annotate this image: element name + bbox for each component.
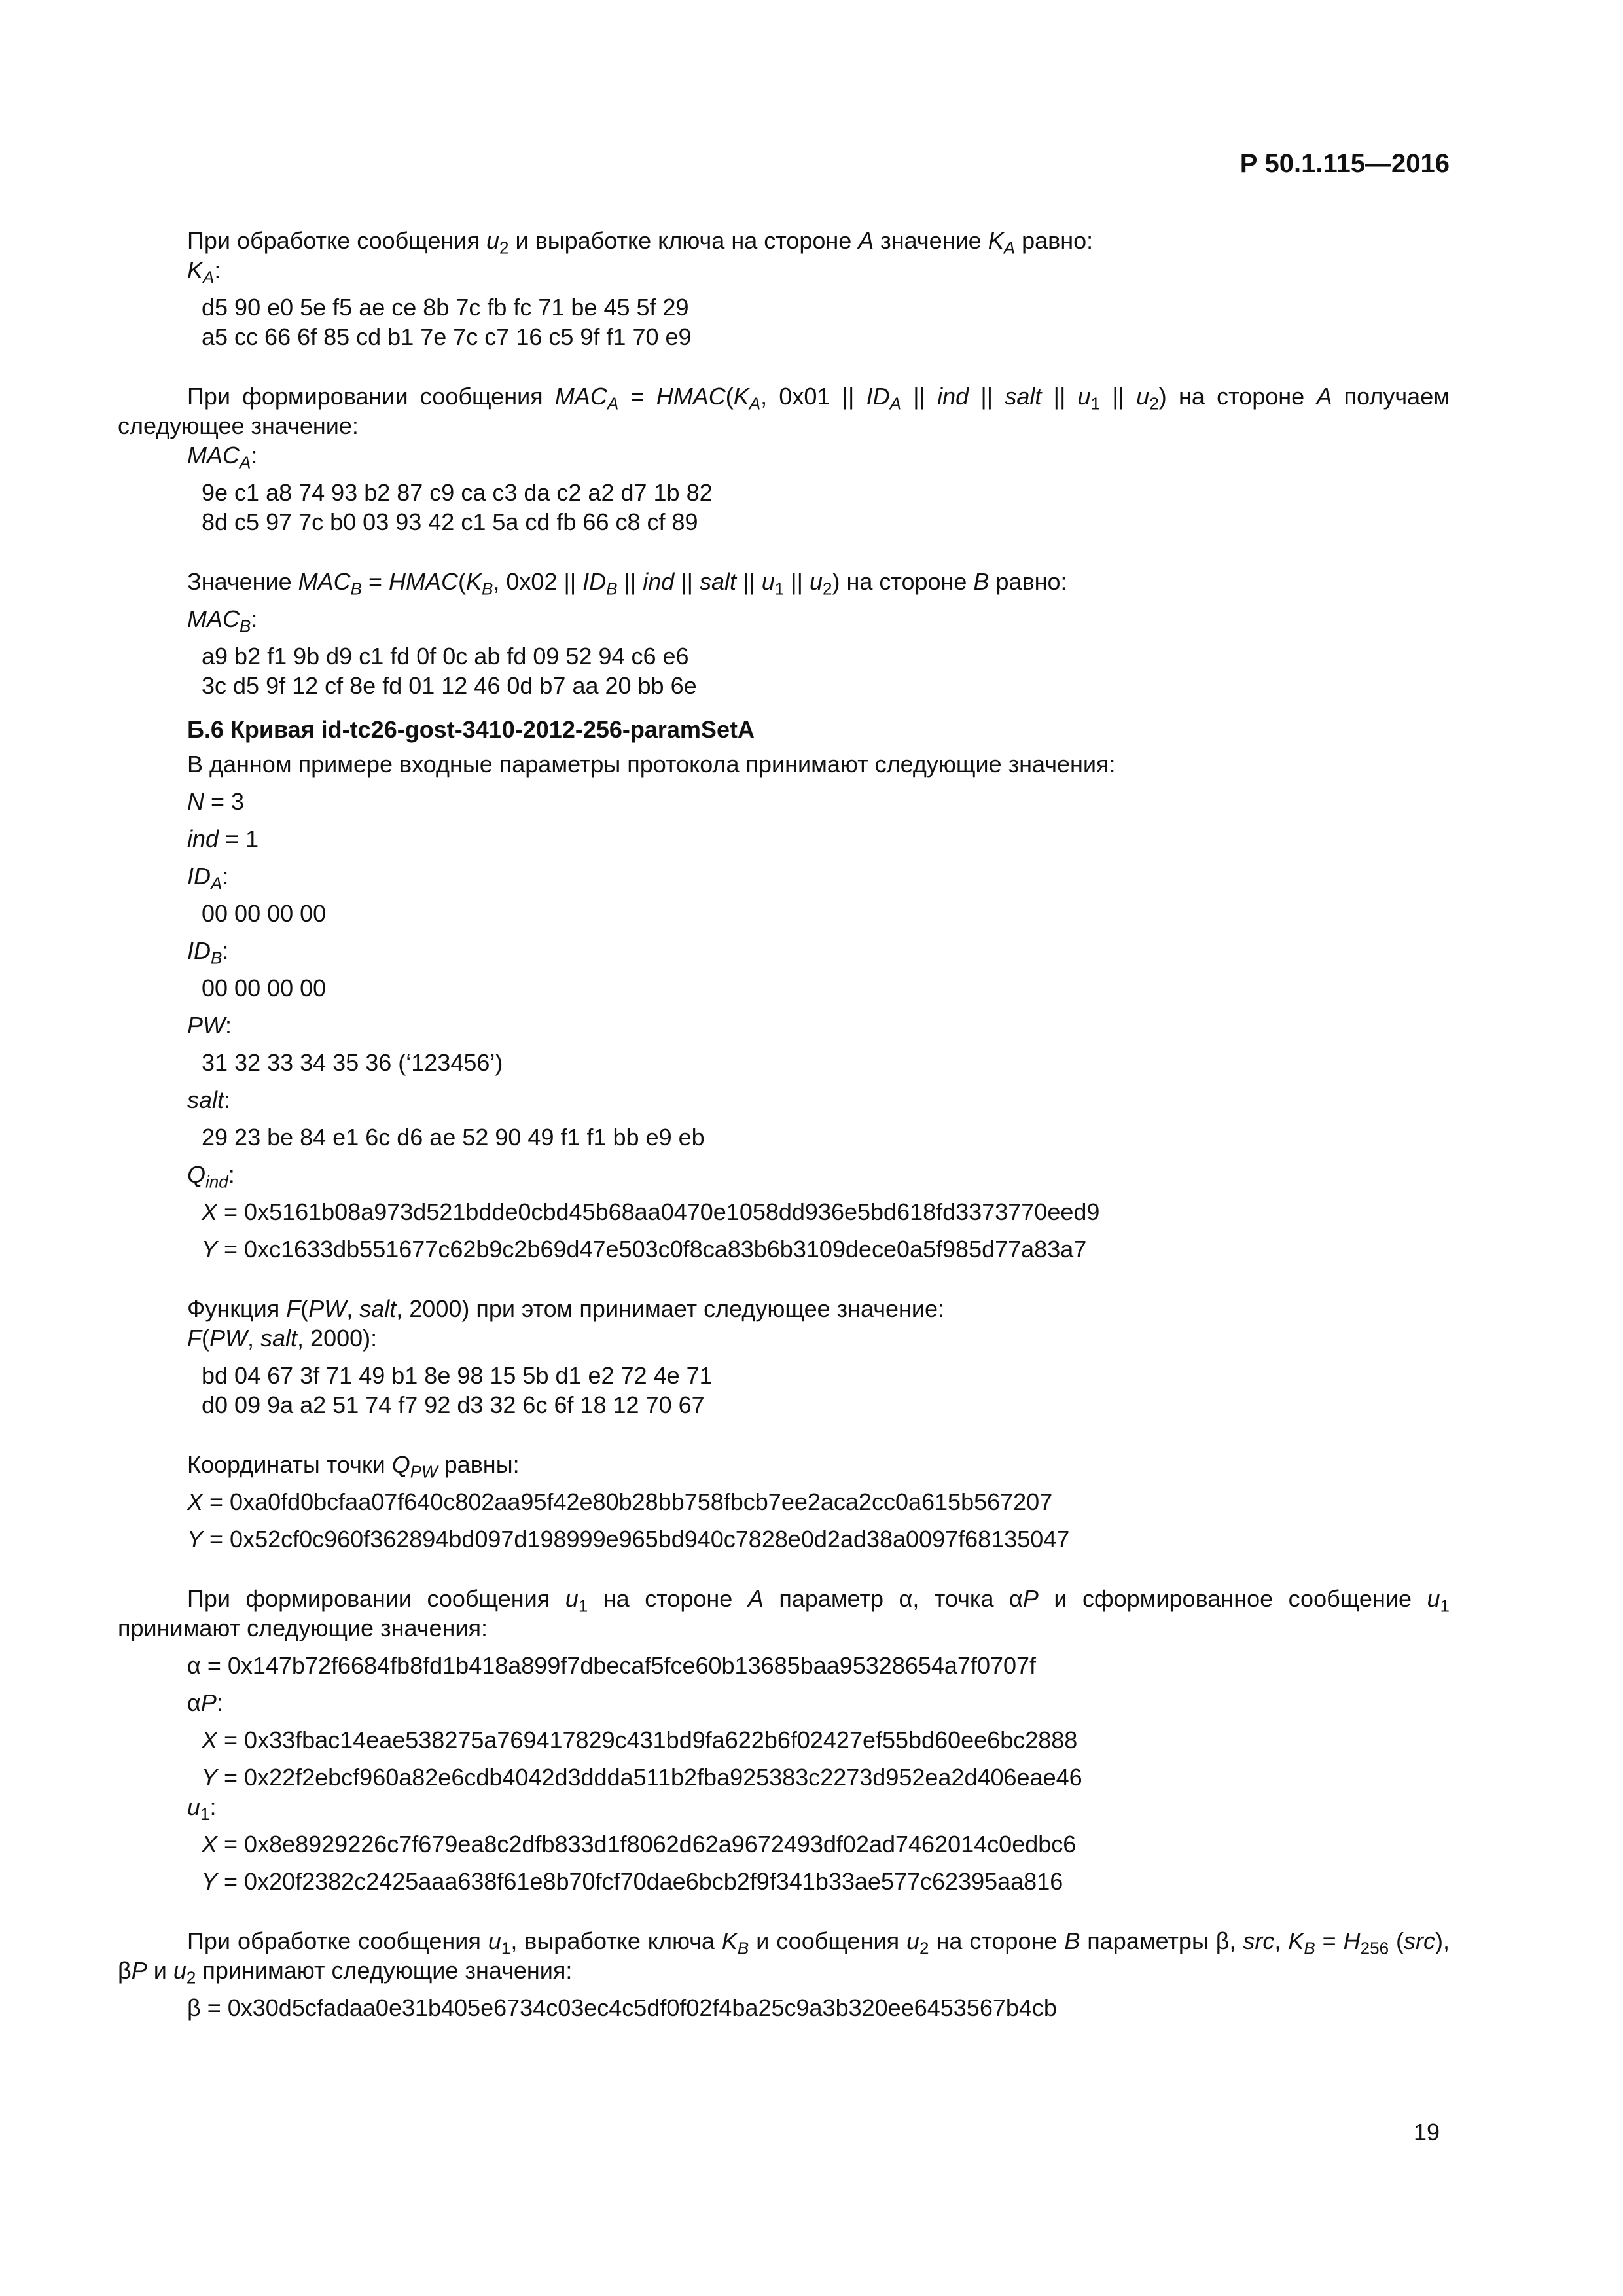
u1-alpha: α = 0x147b72f6684fb8fd1b418a899f7dbecaf5fce60b13685baa95328654a7f0707f [187, 1652, 1037, 1679]
maca-line-1: 9e c1 a8 74 93 b2 87 c9 ca c3 da c2 a2 d7 1b 82 [202, 479, 713, 506]
u1-y: Y = 0x20f2382c2425aaa638f61e8b70fcf70dae6bcb2f9f341b33ae577c62395aa816 [202, 1868, 1063, 1895]
u1-x: X = 0x8e8929226c7f679ea8c2dfb833d1f8062d62a9672493df02ad7462014c0edbc6 [202, 1831, 1077, 1857]
ka-line-2: a5 cc 66 6f 85 cd b1 7e 7c c7 16 c5 9f f1 70 e9 [202, 323, 692, 350]
qpw-intro: Координаты точки $Q_{PW}$ равны: [187, 1451, 520, 1482]
param-ind: ind = 1 [187, 825, 259, 852]
func-label: F(PW, salt, 2000): [187, 1325, 378, 1352]
u1-ap-label: αP: [187, 1689, 223, 1716]
page-content [118, 226, 1450, 2022]
param-ida-value: 00 00 00 00 [202, 900, 327, 927]
param-qind-label: $Q_{ind}$: [187, 1161, 235, 1192]
param-idb-label: $ID_B$: [187, 937, 229, 968]
param-qind-x: X = 0x5161b08a973d521bdde0cbd45b68aa0470e1058dd936e5bd618fd3373770eed9 [202, 1198, 1100, 1225]
maca-intro: При формировании сообщения $MAC_A$ = $HMAC(K_A$, 0x01 || $ID_A$ || ind || salt || $u_1$ || $u_2$) на стороне A получаем следующее значение: [118, 383, 1450, 439]
ka-line-1: d5 90 e0 5e f5 ae ce 8b 7c fb fc 71 be 45 5f 29 [202, 294, 689, 321]
ka-intro: При обработке сообщения $u_2$ и выработке ключа на стороне A значение $K_A$ равно: [187, 227, 1094, 258]
param-n: N = 3 [187, 788, 245, 815]
u1-intro: При формировании сообщения $u_1$ на стороне A параметр α, точка αP и сформированное сообщение $u_1$ принимают следующие значения: [118, 1585, 1450, 1641]
macb-line-1: a9 b2 f1 9b d9 c1 fd 0f 0c ab fd 09 52 94 c6 e6 [202, 643, 689, 670]
func-intro: Функция F(PW, salt, 2000) при этом принимает следующее значение: [187, 1295, 945, 1322]
page-number: 19 [1413, 2119, 1440, 2145]
param-salt-label: salt: [187, 1086, 231, 1113]
maca-line-2: 8d c5 97 7c b0 03 93 42 c1 5a cd fb 66 c8 cf 89 [202, 509, 698, 535]
func-line-1: bd 04 67 3f 71 49 b1 8e 98 15 5b d1 e2 72 4e 71 [202, 1362, 713, 1389]
param-ida-label: $ID_A$: [187, 863, 229, 893]
macb-line-2: 3c d5 9f 12 cf 8e fd 01 12 46 0d b7 aa 20 bb 6e [202, 672, 697, 699]
qpw-y: Y = 0x52cf0c960f362894bd097d198999e965bd940c7828e0d2ad38a0097f68135047 [187, 1526, 1070, 1552]
param-qind-y: Y = 0xc1633db551677c62b9c2b69d47e503c0f8ca83b6b3109dece0a5f985d77a83a7 [202, 1236, 1087, 1263]
u1-label: $u_1$: [187, 1793, 217, 1824]
document-code: Р 50.1.115—2016 [1240, 149, 1450, 178]
param-pw-label: PW: [187, 1012, 232, 1039]
section-intro: В данном примере входные параметры протокола принимают следующие значения: [187, 751, 1116, 778]
qpw-x: X = 0xa0fd0bcfaa07f640c802aa95f42e80b28bb758fbcb7ee2aca2cc0a615b567207 [187, 1488, 1053, 1515]
section-heading: Б.6 Кривая id-tc26-gost-3410-2012-256-paramSetA [187, 716, 755, 743]
func-line-2: d0 09 9a a2 51 74 f7 92 d3 32 6c 6f 18 12 70 67 [202, 1391, 705, 1418]
maca-label: $MAC_A$: [187, 442, 258, 473]
ka-label: $K_A$: [187, 257, 221, 287]
u1-ap-y: Y = 0x22f2ebcf960a82e6cdb4042d3ddda511b2fba925383c2273d952ea2d406eae46 [202, 1764, 1082, 1791]
macb-label: $MAC_B$: [187, 605, 258, 636]
u1-ap-x: X = 0x33fbac14eae538275a769417829c431bd9fa622b6f02427ef55bd60ee6bc2888 [202, 1727, 1078, 1753]
param-salt-value: 29 23 be 84 e1 6c d6 ae 52 90 49 f1 f1 bb e9 eb [202, 1124, 705, 1151]
beta-intro: При обработке сообщения $u_1$, выработке ключа $K_B$ и сообщения $u_2$ на стороне B параметры β, src, $K_B = H_{256}$ (src), βP и $u_2$ принимают следующие значения: [118, 1928, 1450, 1988]
param-idb-value: 00 00 00 00 [202, 975, 327, 1001]
param-pw-value: 31 32 33 34 35 36 (‘123456’) [202, 1049, 503, 1076]
beta-value: β = 0x30d5cfadaa0e31b405e6734c03ec4c5df0f02f4ba25c9a3b320ee6453567b4cb [187, 1994, 1057, 2021]
macb-intro: Значение $MAC_B$ = $HMAC(K_B$, 0x02 || $ID_B$ || ind || salt || $u_1$ || $u_2$) на стороне B равно: [187, 568, 1067, 599]
